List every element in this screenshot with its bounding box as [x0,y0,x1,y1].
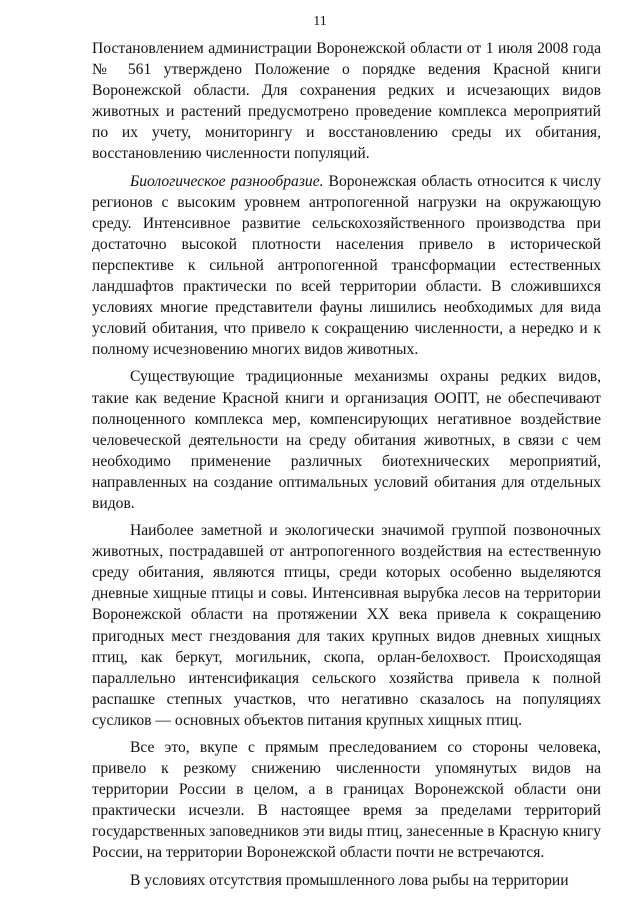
page-number: 11 [313,14,327,29]
paragraph-2 [92,171,601,361]
paragraph-3 [92,366,601,514]
paragraph-1 [92,38,601,165]
paragraph-4-text: Наиболее заметной и экологически значимой группой позвоночных животных, пострадавшей от антропогенного воздействия на естественную среду обитания, являются птицы, среди которых особенно выделяются дневные хищные птицы и совы. Интенсивная вырубка лесов на территории Воронежской области на протяжении XX века привела к сокращению пригодных мест гнездования для таких крупных видов дневных хищных птиц, как беркут, могильник, скопа, орлан-белохвост. Происходящая параллельно интенсификация сельского хозяйства привела к полной распашке степных участков, что негативно сказалось на популяциях сусликов — основных объектов питания крупных хищных птиц. [92,522,601,729]
paragraph-2-lead: Биологическое разнообразие. [130,172,324,190]
paragraph-1-text: Постановлением администрации Воронежской области от 1 июля 2008 года № 561 утверждено Положение о порядке ведения Красной книги Воронежской области. Для сохранения редких и исчезающих видов животных и растений предусмотрено проведение комплекса мероприятий по их учету, мониторингу и восстановлению среды их обитания, восстановлению численности популяций. [92,40,601,163]
paragraph-3-text: Существующие традиционные механизмы охраны редких видов, такие как ведение Красной книги и организация ООПТ, не обеспечивают полноценного комплекса мер, компенсирующих негативное воздействие человеческой деятельности на среду обитания животных, в связи с чем необходимо применение различных биотехнических мероприятий, направленных на создание оптимальных условий обитания для отдельных видов. [92,368,601,512]
document-body [92,38,601,891]
paragraph-5-text: Все это, вкупе с прямым преследованием со стороны человека, привело к резкому снижению численности упомянутых видов на территории России в целом, а в границах Воронежской области они практически исчезли. В настоящее время за пределами территорий государственных заповедников эти виды птиц, занесенные в Красную книгу России, на территории Воронежской области почти не встречаются. [92,739,601,862]
paragraph-6 [92,870,601,891]
paragraph-2-text: Воронежская область относится к числу регионов с высоким уровнем антропогенной нагрузки на окружающую среду. Интенсивное развитие сельскохозяйственного производства при достаточно высокой плотности населения привело в исторической перспективе к сильной антропогенной трансформации естественных ландшафтов практически по всей территории области. В сложившихся условиях многие представители фауны лишились необходимых для вида условий обитания, что привело к сокращению численности, а нередко и к полному исчезновению многих видов животных. [92,172,601,359]
paragraph-5 [92,737,601,864]
paragraph-6-text: В условиях отсутствия промышленного лова рыбы на территории [130,871,569,889]
paragraph-4 [92,520,601,731]
